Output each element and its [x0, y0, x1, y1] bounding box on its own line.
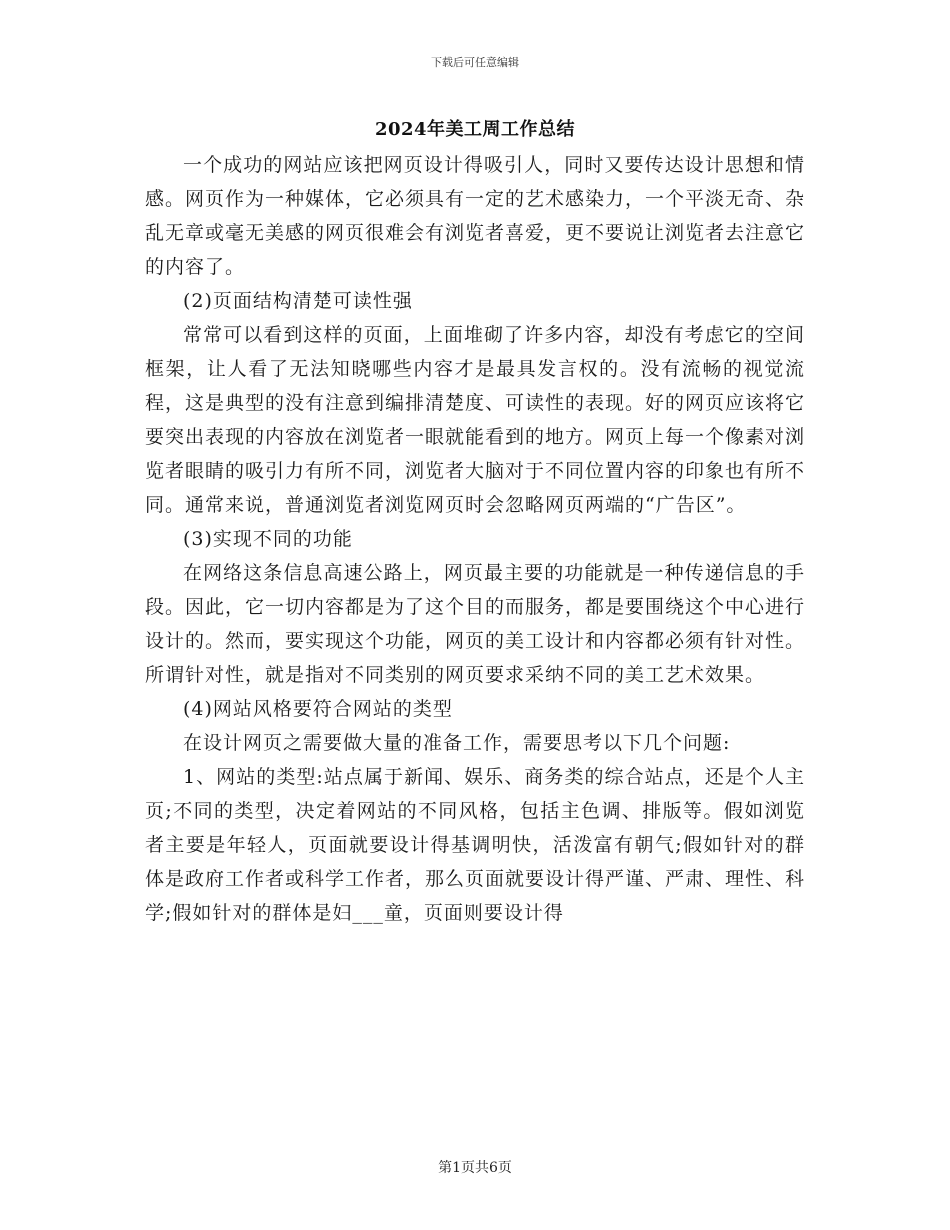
paragraph: 1、网站的类型:站点属于新闻、娱乐、商务类的综合站点，还是个人主页;不同的类型，决定着网站的不同风格，包括主色调、排版等。假如浏览者主要是年轻人，页面就要设计得基调明快，活泼富有朝气;假如针对的群体是政府工作者或科学工作者，那么页面就要设计得严谨、严肃、理性、科学;假如针对的群体是妇___童，页面则要设计得 [145, 766, 806, 924]
paragraph: 在网络这条信息高速公路上，网页最主要的功能就是一种传递信息的手段。因此，它一切内容都是为了这个目的而服务，都是要围绕这个中心进行设计的。然而，要实现这个功能，网页的美工设计和内容都必须有针对性。所谓针对性，就是指对不同类别的网页要求采纳不同的美工艺术效果。 [145, 562, 806, 686]
page-number: 第1页共6页 [438, 1160, 512, 1176]
paragraph: 在设计网页之需要做大量的准备工作，需要思考以下几个问题: [183, 732, 731, 754]
paragraph: 常常可以看到这样的页面，上面堆砌了许多内容，却没有考虑它的空间框架，让人看了无法知晓哪些内容才是最具发言权的。没有流畅的视觉流程，这是典型的没有注意到编排清楚度、可读性的表现。好的网页应该将它要突出表现的内容放在浏览者一眼就能看到的地方。网页上每一个像素对浏览者眼睛的吸引力有所不同，浏览者大脑对于不同位置内容的印象也有所不同。通常来说，普通浏览者浏览网页时会忽略网页两端的“广告区”。 [145, 324, 806, 516]
document-body [145, 148, 805, 930]
document-title: 2024年美工周工作总结 [374, 119, 576, 140]
section-heading: (3)实现不同的功能 [183, 528, 353, 550]
paragraph: 一个成功的网站应该把网页设计得吸引人，同时又要传达设计思想和情感。网页作为一种媒体，它必须具有一定的艺术感染力，一个平淡无奇、杂乱无章或毫无美感的网页很难会有浏览者喜爱，更不要说让浏览者去注意它的内容了。 [145, 154, 806, 278]
section-heading: (2)页面结构清楚可读性强 [183, 290, 413, 312]
page-header-note: 下载后可任意编辑 [431, 56, 519, 69]
section-heading: (4)网站风格要符合网站的类型 [183, 698, 453, 720]
